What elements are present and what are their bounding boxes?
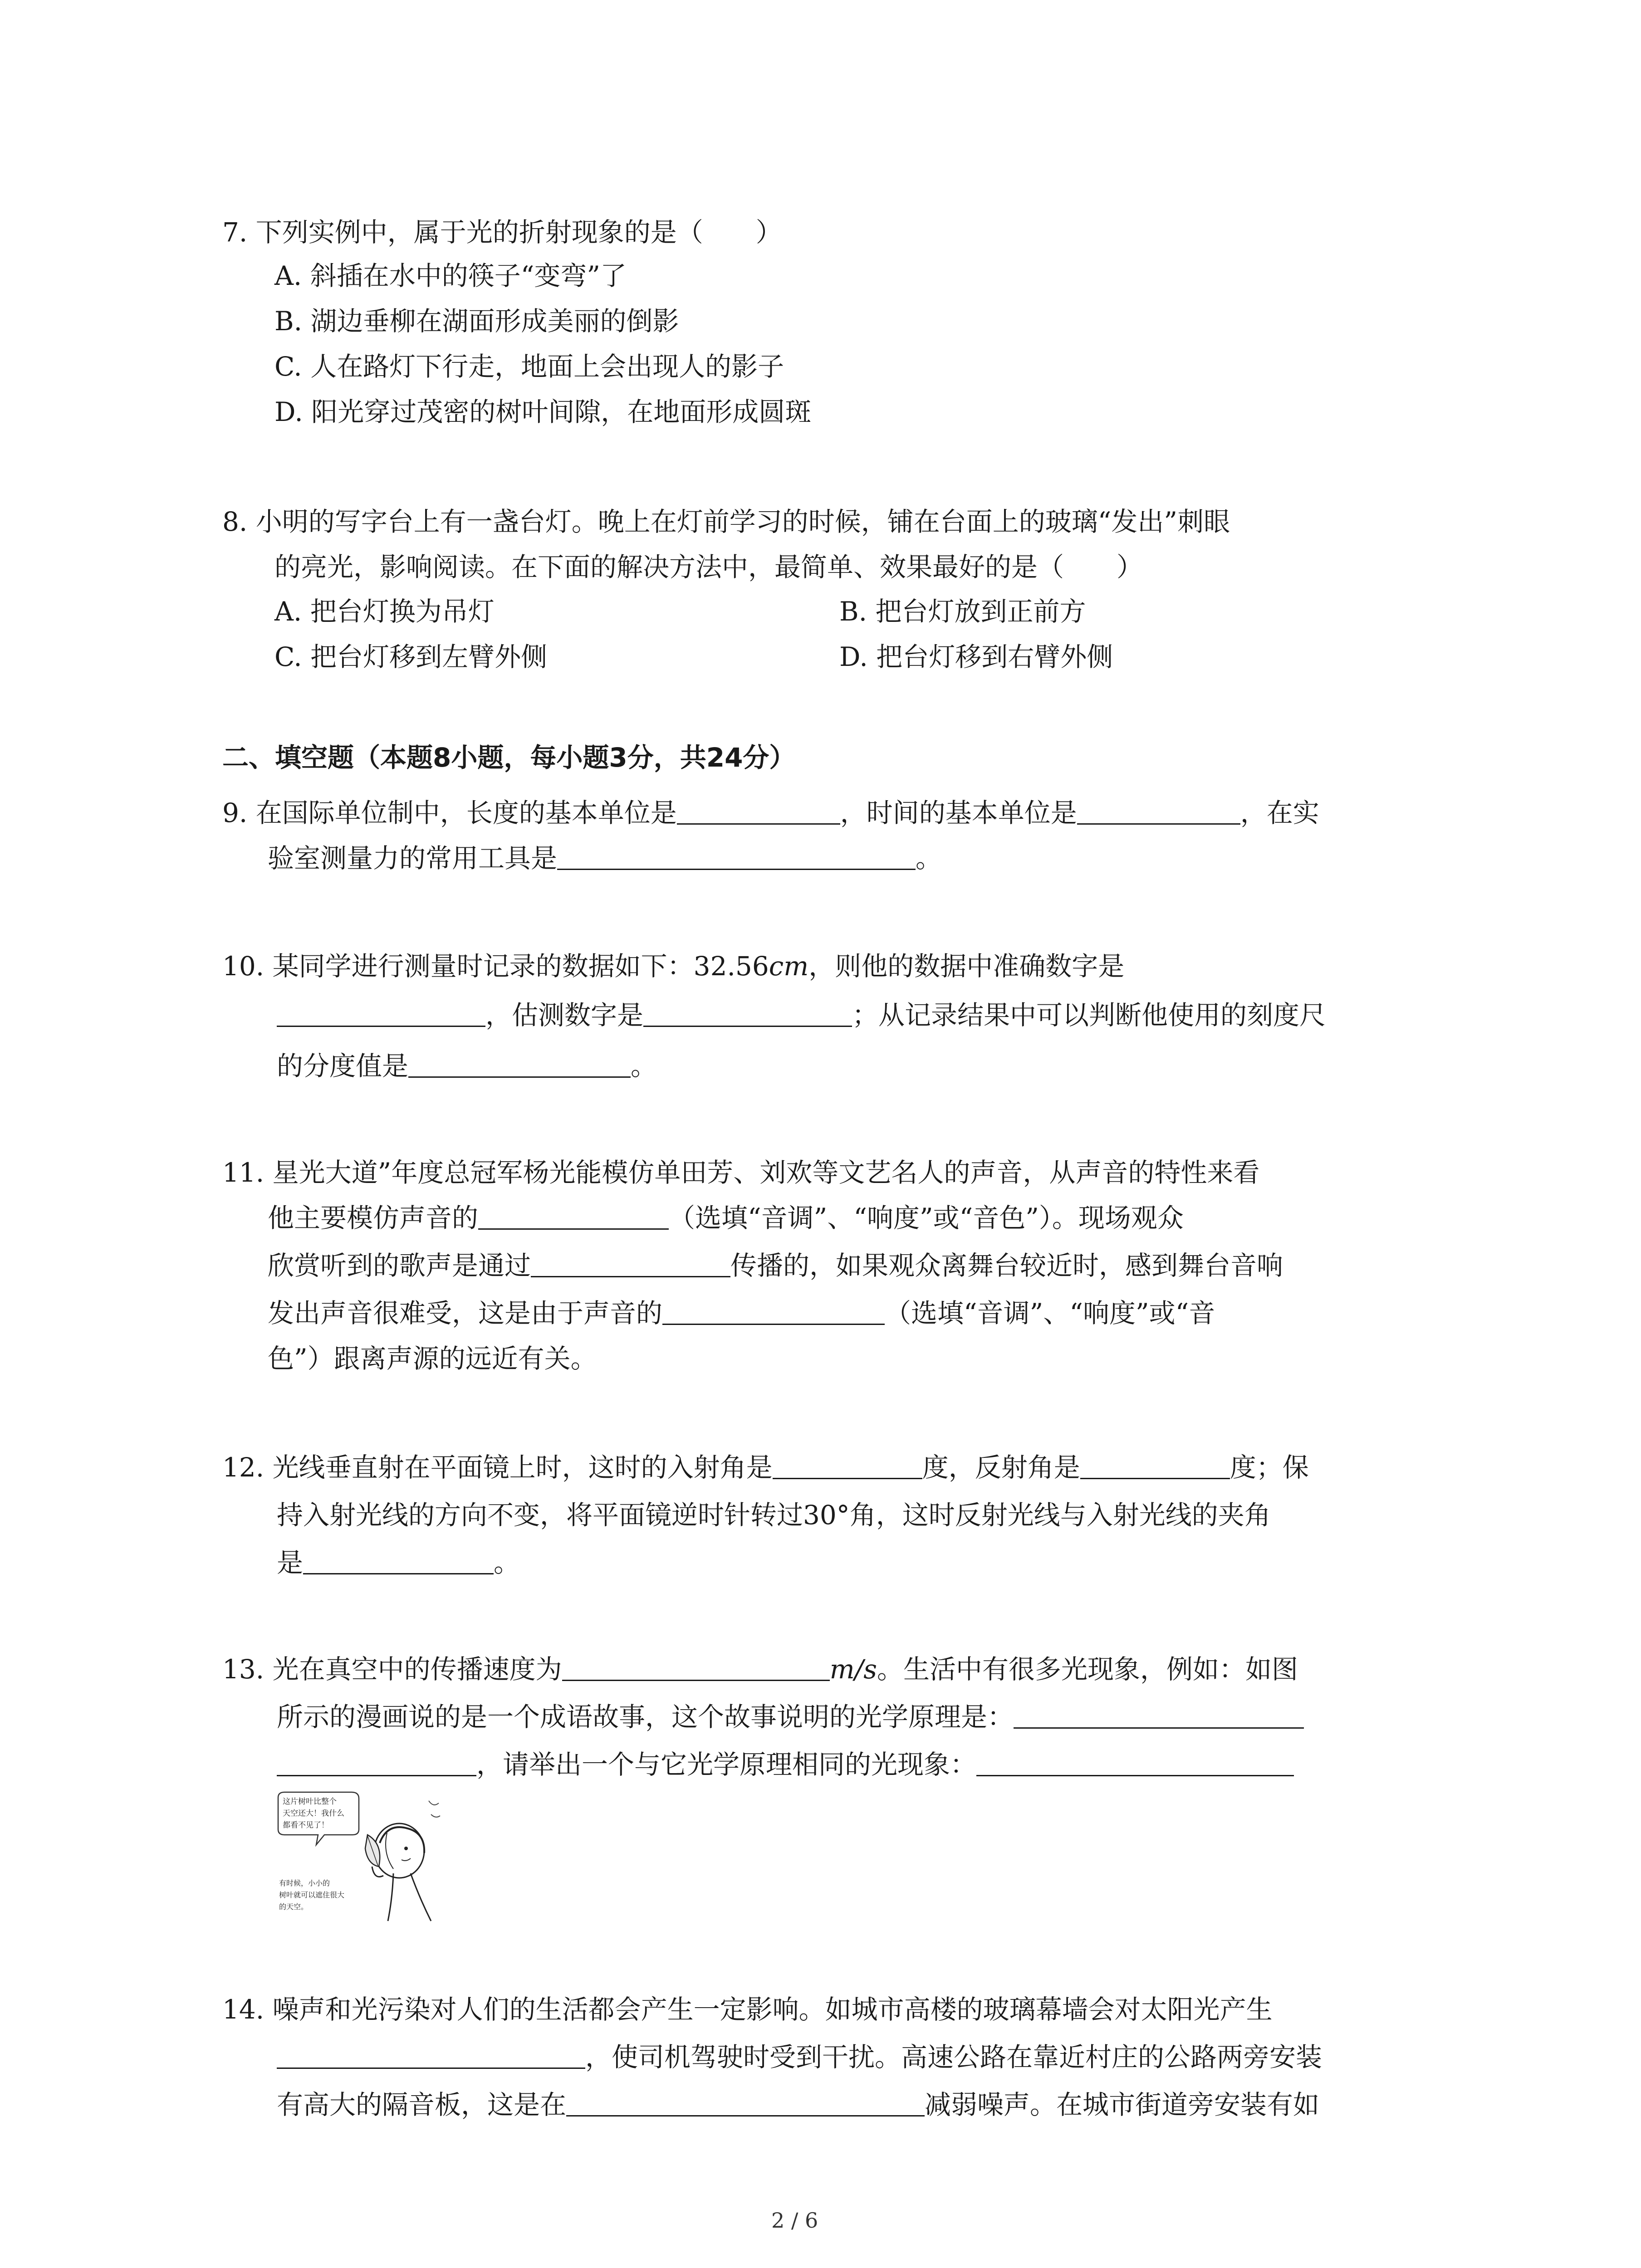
answer-blank[interactable] (277, 2041, 585, 2069)
q8-stem-line2: 的亮光，影响阅读。在下面的解决方法中，最简单、效果最好的是（ ） (274, 552, 1143, 582)
q12-text-6: 。 (494, 1547, 520, 1578)
q11-text-2: 他主要模仿声音的 (268, 1202, 479, 1233)
q13-line3 (277, 1746, 1294, 1783)
q10-text-5: 的分度值是 (277, 1051, 409, 1081)
q12-line2: 持入射光线的方向不变，将平面镜逆时针转过30°角，这时反射光线与入射光线的夹角 (277, 1500, 1271, 1530)
q13-text-2: 。生活中有很多光现象，例如：如图 (877, 1654, 1298, 1685)
answer-blank[interactable] (662, 1297, 885, 1325)
q11-text-6: 发出声音很难受，这是由于声音的 (268, 1298, 663, 1329)
answer-blank[interactable] (478, 1202, 669, 1230)
answer-blank[interactable] (1080, 1452, 1230, 1479)
q10-unit: cm (769, 951, 809, 982)
q7-option-d: D. 阳光穿过茂密的树叶间隙，在地面形成圆斑 (274, 396, 812, 427)
answer-blank[interactable] (303, 1547, 494, 1574)
q7-option-a: A. 斜插在水中的筷子“变弯”了 (274, 260, 627, 291)
q11-line2 (268, 1200, 1184, 1236)
q13-text-4: ，请举出一个与它光学原理相同的光现象： (476, 1749, 977, 1780)
caption-line-2: 树叶就可以遮住很大 (279, 1891, 345, 1899)
q9-text-3: ，在实 (1240, 797, 1319, 828)
q10-text-6: 。 (631, 1051, 657, 1081)
q10-line1 (222, 948, 1124, 984)
q10-text-1: 10. 某同学进行测量时记录的数据如下：32.56 (222, 951, 769, 982)
q8-stem-line1: 8. 小明的写字台上有一盏台灯。晚上在灯前学习的时候，铺在台面上的玻璃“发出”刺眼 (222, 506, 1230, 537)
q12-line3 (277, 1545, 520, 1581)
caption-line-1: 有时候，小小的 (279, 1879, 330, 1887)
q8-option-d: D. 把台灯移到右臂外侧 (839, 641, 1113, 672)
q9-text-5: 。 (916, 843, 942, 874)
q10-text-3: ，估测数字是 (485, 1000, 644, 1031)
q7-option-b: B. 湖边垂柳在湖面形成美丽的倒影 (274, 306, 679, 337)
q7-option-c: C. 人在路灯下行走，地面上会出现人的影子 (274, 351, 784, 382)
q11-text-7: （选填“音调”、“响度”或“音 (885, 1298, 1215, 1329)
q9-text-1: 9. 在国际单位制中，长度的基本单位是 (222, 797, 677, 828)
answer-blank[interactable] (773, 1452, 922, 1479)
q13-line1 (222, 1651, 1298, 1687)
answer-blank[interactable] (531, 1250, 730, 1277)
q14-line1: 14. 噪声和光污染对人们的生活都会产生一定影响。如城市高楼的玻璃幕墙会对太阳光产生 (222, 1994, 1273, 2025)
q7-stem: 7. 下列实例中，属于光的折射现象的是（ ） (222, 217, 782, 248)
q10-line2 (277, 997, 1326, 1033)
q12-text-2: 度，反射角是 (922, 1452, 1080, 1483)
q12-text-1: 12. 光线垂直射在平面镜上时，这时的入射角是 (222, 1452, 773, 1483)
q8-option-c: C. 把台灯移到左臂外侧 (274, 641, 548, 672)
speech-line-3: 都看不见了！ (283, 1821, 329, 1830)
q11-line3 (268, 1247, 1283, 1284)
q14-text-2: ，使司机驾驶时受到干扰。高速公路在靠近村庄的公路两旁安装 (585, 2042, 1323, 2072)
answer-blank[interactable] (976, 1749, 1294, 1776)
q13-line2 (277, 1699, 1304, 1735)
answer-blank[interactable] (566, 2089, 925, 2116)
answer-blank[interactable] (643, 999, 852, 1027)
answer-blank[interactable] (562, 1653, 830, 1681)
q8-option-b: B. 把台灯放到正前方 (839, 596, 1086, 627)
speech-line-2: 天空还大！我什么 (283, 1809, 344, 1818)
answer-blank[interactable] (277, 1749, 476, 1776)
q14-line3 (277, 2087, 1319, 2123)
q11-text-4: 欣赏听到的歌声是通过 (268, 1250, 531, 1281)
q9-text-2: ，时间的基本单位是 (840, 797, 1077, 828)
q11-text-3: （选填“音调”、“响度”或“音色”）。现场观众 (669, 1202, 1184, 1233)
q10-text-2: ，则他的数据中准确数字是 (808, 951, 1125, 982)
q8-option-a: A. 把台灯换为吊灯 (274, 596, 495, 627)
q13-text-3: 所示的漫画说的是一个成语故事，这个故事说明的光学原理是： (277, 1701, 1014, 1732)
q11-line5: 色”）跟离声源的远近有关。 (268, 1343, 597, 1374)
q9-line1 (222, 795, 1319, 831)
q10-text-4: ；从记录结果中可以判断他使用的刻度尺 (852, 1000, 1326, 1031)
q11-line1: 11. 星光大道”年度总冠军杨光能模仿单田芳、刘欢等文艺名人的声音，从声音的特性来看 (222, 1157, 1260, 1188)
q12-text-3: 度；保 (1230, 1452, 1309, 1483)
answer-blank[interactable] (408, 1050, 631, 1078)
q10-line3 (277, 1048, 657, 1084)
q14-line2 (277, 2039, 1322, 2075)
answer-blank[interactable] (557, 842, 916, 870)
q12-line1 (222, 1449, 1309, 1486)
speech-line-1: 这片树叶比整个 (283, 1797, 337, 1806)
page-number: 2 / 6 (771, 2208, 818, 2233)
answer-blank[interactable] (1077, 797, 1240, 825)
q13-unit: m/s (829, 1654, 877, 1685)
q11-line4 (268, 1295, 1215, 1331)
answer-blank[interactable] (277, 999, 485, 1027)
section-heading: 二、填空题（本题8小题，每小题3分，共24分） (222, 742, 796, 773)
q9-text-4: 验室测量力的常用工具是 (268, 843, 558, 874)
q9-line2 (268, 840, 942, 876)
q12-text-5: 是 (277, 1547, 304, 1578)
q11-text-5: 传播的，如果观众离舞台较近时，感到舞台音响 (730, 1250, 1283, 1281)
caption-line-3: 的天空。 (279, 1902, 309, 1911)
q14-text-3: 有高大的隔音板，这是在 (277, 2089, 567, 2120)
answer-blank[interactable] (677, 797, 840, 825)
cartoon-illustration (274, 1789, 449, 1926)
q14-text-4: 减弱噪声。在城市街道旁安装有如 (925, 2089, 1320, 2120)
q13-text-1: 13. 光在真空中的传播速度为 (222, 1654, 562, 1685)
answer-blank[interactable] (1014, 1701, 1304, 1729)
